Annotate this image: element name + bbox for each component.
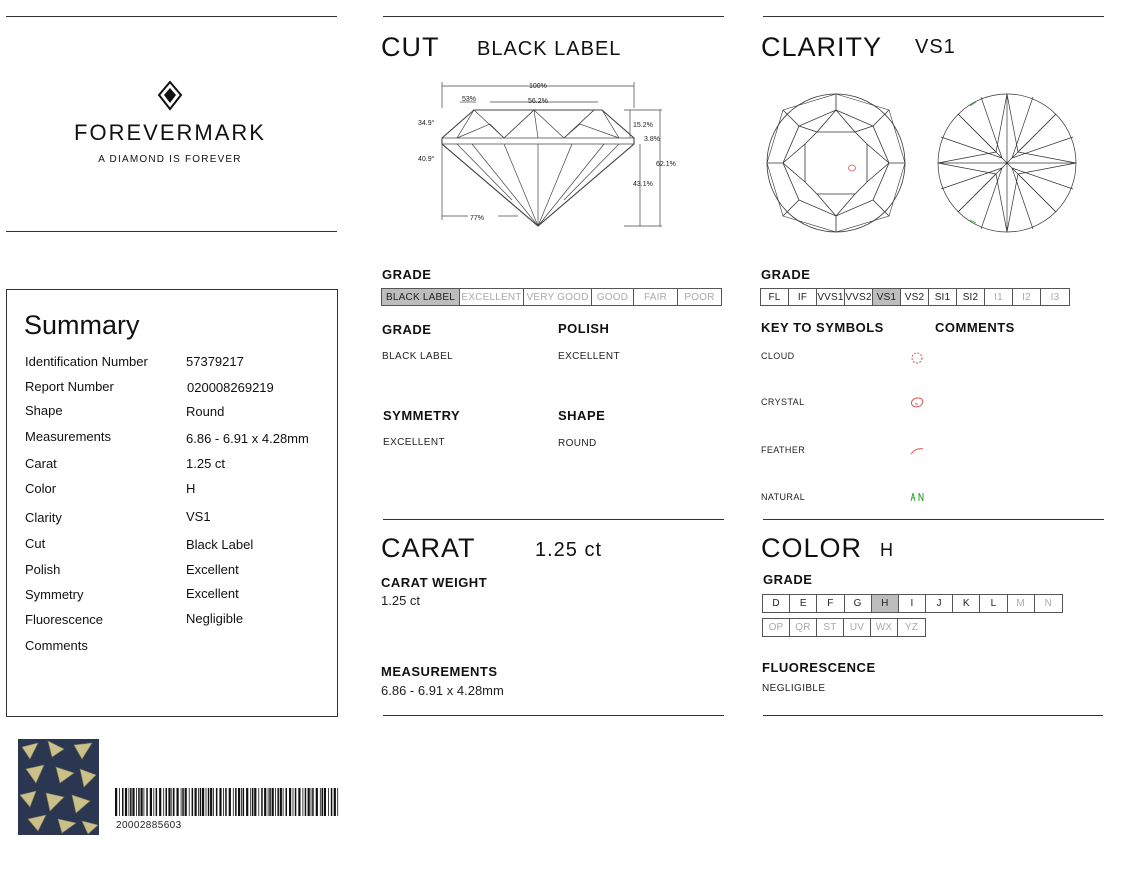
- barcode-bar: [334, 788, 336, 816]
- barcode-bar: [275, 788, 276, 816]
- clarity-scale-i3: I3: [1050, 291, 1060, 303]
- carat-value: 1.25 ct: [535, 539, 603, 561]
- forevermark-logo: [58, 78, 282, 168]
- polish-label: POLISH: [558, 321, 610, 336]
- clarity-scale-i1: I1: [985, 289, 1013, 305]
- clarity-scale-vs1: VS1: [873, 289, 901, 305]
- barcode-bar: [182, 788, 184, 816]
- barcode-bar: [208, 788, 210, 816]
- barcode-bar: [252, 788, 254, 816]
- barcode-bar: [233, 788, 234, 816]
- summary-label-shape: Shape: [25, 403, 63, 418]
- carat-weight-label: CARAT WEIGHT: [381, 575, 488, 590]
- cut-scale-very-good: VERY GOOD: [524, 289, 592, 305]
- clarity-scale-fl: FL: [761, 289, 789, 305]
- barcode-bar: [298, 788, 300, 816]
- divider-mid-cut: [383, 519, 724, 520]
- barcode-bar: [146, 788, 148, 816]
- color-grade-label: GRADE: [763, 572, 813, 587]
- summary-value-clarity: VS1: [186, 509, 211, 524]
- color-scale-l: L: [980, 595, 1007, 612]
- carat-weight-value: 1.25 ct: [381, 593, 421, 608]
- color-scale-qr: QR: [790, 619, 817, 636]
- barcode-bar: [268, 788, 269, 816]
- barcode-bar: [153, 788, 154, 816]
- natural-symbol-icon: [910, 492, 926, 502]
- color-scale-op: OP: [763, 619, 790, 636]
- barcode-bar: [168, 788, 170, 816]
- barcode-bar: [286, 788, 288, 816]
- barcode-bar: [136, 788, 137, 816]
- cut-scale-black-label: BLACK LABEL: [382, 289, 460, 305]
- barcode-bar: [243, 788, 245, 816]
- divider-top-left: [6, 16, 337, 17]
- clarity-title: CLARITY: [761, 32, 883, 62]
- cut-grade-scale: [381, 288, 722, 306]
- summary-label-fluorescence: Fluorescence: [25, 612, 104, 627]
- barcode-bar: [138, 788, 140, 816]
- barcode-bar: [141, 788, 143, 816]
- barcode-bar: [171, 788, 172, 816]
- barcode-bar: [269, 788, 271, 816]
- barcode-bar: [238, 788, 240, 816]
- barcode-bar: [308, 788, 310, 816]
- cut-scale-fair: FAIR: [634, 289, 678, 305]
- barcode-bar: [219, 788, 221, 816]
- summary-label-symmetry: Symmetry: [25, 587, 84, 602]
- summary-label-clarity: Clarity: [25, 510, 62, 525]
- summary-value-id: 57379217: [186, 354, 244, 369]
- barcode-number: 20002885603: [116, 820, 182, 831]
- clarity-scale-vs2: VS2: [901, 289, 929, 305]
- barcode-bar: [115, 788, 117, 816]
- symbol-feather-label: FEATHER: [761, 445, 806, 455]
- barcode-bar: [225, 788, 227, 816]
- color-scale-st: ST: [817, 619, 844, 636]
- barcode-bar: [320, 788, 321, 816]
- clarity-scale-vvs2: VVS2: [845, 289, 873, 305]
- cut-grade2-value: BLACK LABEL: [382, 351, 454, 362]
- summary-value-shape: Round: [186, 404, 225, 419]
- divider-top-cut: [383, 16, 724, 17]
- dim-total: 100%: [529, 83, 547, 90]
- barcode-bar: [293, 788, 294, 816]
- barcode-bar: [173, 788, 175, 816]
- logo-tagline: A DIAMOND IS FOREVER: [98, 154, 242, 165]
- summary-value-cut: Black Label: [186, 537, 254, 552]
- summary-title: Summary: [24, 310, 140, 340]
- barcode-bar: [289, 788, 291, 816]
- crystal-symbol-icon: [909, 396, 925, 410]
- barcode-bar: [185, 788, 187, 816]
- barcode-bar: [144, 788, 145, 816]
- dim-pavilion-depth: 43.1%: [633, 181, 653, 188]
- dim-pavilion-angle: 40.9°: [418, 156, 435, 163]
- barcode-bar: [316, 788, 318, 816]
- barcode-bar: [295, 788, 297, 816]
- divider-top-clarity: [763, 16, 1104, 17]
- barcode-bar: [324, 788, 326, 816]
- barcode-bar: [312, 788, 314, 816]
- color-scale-h: H: [872, 595, 899, 612]
- divider-bottom-color: [763, 715, 1103, 716]
- dim-crown-pct: 53%: [462, 96, 477, 103]
- cut-proportions-diagram: [412, 80, 682, 230]
- divider-bottom-carat: [383, 715, 724, 716]
- divider-mid-clarity: [763, 519, 1104, 520]
- color-grade-scale-primary: [762, 594, 1063, 613]
- carat-title: CARAT: [381, 533, 476, 563]
- barcode-bar: [210, 788, 212, 816]
- color-scale-wx: WX: [871, 619, 898, 636]
- barcode-bar: [216, 788, 218, 816]
- dim-depth: 62.1%: [656, 161, 676, 168]
- color-scale-j: J: [926, 595, 953, 612]
- clarity-grade-scale: [760, 288, 1070, 306]
- cut-title: CUT: [381, 32, 440, 62]
- dim-lower-half: 77%: [470, 215, 485, 222]
- diamond-photo: [18, 739, 99, 835]
- summary-value-color: H: [186, 481, 196, 496]
- cut-scale-good: GOOD: [592, 289, 634, 305]
- barcode-bar: [202, 788, 204, 816]
- barcode-bar: [122, 788, 124, 816]
- measurements-label: MEASUREMENTS: [381, 664, 498, 679]
- barcode-bar: [213, 788, 214, 816]
- barcode-bar: [264, 788, 266, 816]
- summary-label-measurements: Measurements: [25, 429, 111, 444]
- barcode-bar: [328, 788, 329, 816]
- dim-table: 56.2%: [528, 98, 548, 105]
- comments-label: COMMENTS: [935, 320, 1015, 335]
- color-scale-g: G: [845, 595, 872, 612]
- polish-value: EXCELLENT: [558, 351, 620, 362]
- cut-grade-label: GRADE: [382, 267, 432, 282]
- summary-label-carat: Carat: [25, 456, 57, 471]
- barcode-bar: [159, 788, 161, 816]
- clarity-scale-i2: I2: [1013, 289, 1041, 305]
- color-title: COLOR: [761, 533, 863, 563]
- barcode-bar: [132, 788, 134, 816]
- key-to-symbols-label: KEY TO SYMBOLS: [761, 320, 884, 335]
- barcode-bar: [119, 788, 120, 816]
- color-value: H: [880, 540, 894, 560]
- barcode-bar: [130, 788, 132, 816]
- clarity-scale-si2: SI2: [957, 289, 985, 305]
- diamond-pattern-icon: [18, 739, 99, 835]
- fluorescence-value: NEGLIGIBLE: [762, 683, 826, 694]
- cut-grade2-label: GRADE: [382, 322, 432, 337]
- barcode-bar: [303, 788, 304, 816]
- barcode-bar: [337, 788, 338, 816]
- barcode-bar: [192, 788, 194, 816]
- summary-label-comments: Comments: [25, 638, 88, 653]
- color-scale-uv: UV: [844, 619, 871, 636]
- barcode-bar: [166, 788, 168, 816]
- symbol-crystal-label: CRYSTAL: [761, 397, 805, 407]
- color-scale-yz: YZ: [904, 622, 919, 633]
- symmetry-value: EXCELLENT: [383, 437, 445, 448]
- barcode-bar: [331, 788, 333, 816]
- summary-label-color: Color: [25, 481, 57, 496]
- summary-label-id: Identification Number: [25, 354, 148, 369]
- summary-label-report: Report Number: [25, 379, 114, 394]
- summary-value-report: 020008269219: [187, 380, 274, 395]
- dim-crown-angle: 34.9°: [418, 120, 435, 127]
- color-scale-i: I: [899, 595, 926, 612]
- feather-symbol-icon: [909, 446, 925, 456]
- measurements-value: 6.86 - 6.91 x 4.28mm: [381, 683, 504, 698]
- barcode-bar: [311, 788, 312, 816]
- barcode-bar: [283, 788, 284, 816]
- barcode: [115, 788, 339, 816]
- barcode-bar: [246, 788, 248, 816]
- barcode-bar: [261, 788, 263, 816]
- color-scale-d: D: [763, 595, 790, 612]
- fluorescence-label: FLUORESCENCE: [762, 660, 876, 675]
- barcode-bar: [254, 788, 256, 816]
- barcode-bar: [277, 788, 279, 816]
- summary-label-polish: Polish: [25, 562, 61, 577]
- divider-logo-bottom: [6, 231, 337, 232]
- shape-value: ROUND: [558, 438, 597, 449]
- clarity-scale-if: IF: [789, 289, 817, 305]
- clarity-plot-pavilion-icon: [936, 92, 1078, 234]
- summary-label-cut: Cut: [25, 536, 46, 551]
- clarity-plot-crown-icon: [765, 92, 907, 234]
- barcode-bar: [241, 788, 242, 816]
- clarity-grade-label: GRADE: [761, 267, 811, 282]
- cut-scale-poor: POOR: [684, 291, 715, 303]
- barcode-bar: [163, 788, 164, 816]
- color-scale-e: E: [790, 595, 817, 612]
- summary-value-measurements: 6.86 - 6.91 x 4.28mm: [186, 431, 309, 446]
- summary-value-symmetry: Excellent: [186, 586, 239, 601]
- barcode-bar: [322, 788, 324, 816]
- barcode-bar: [177, 788, 179, 816]
- summary-value-carat: 1.25 ct: [186, 456, 226, 471]
- barcode-bar: [280, 788, 282, 816]
- symbol-cloud-label: CLOUD: [761, 351, 795, 361]
- cut-scale-excellent: EXCELLENT: [460, 289, 524, 305]
- barcode-bar: [156, 788, 158, 816]
- summary-value-fluorescence: Negligible: [186, 611, 244, 626]
- color-scale-n: N: [1044, 598, 1053, 609]
- barcode-bar: [250, 788, 251, 816]
- barcode-bar: [150, 788, 152, 816]
- barcode-bar: [189, 788, 190, 816]
- cloud-symbol-icon: [910, 351, 924, 365]
- barcode-bar: [272, 788, 274, 816]
- barcode-bar: [200, 788, 202, 816]
- clarity-value: VS1: [915, 36, 956, 58]
- dim-girdle: 3.8%: [644, 136, 660, 143]
- color-scale-m: M: [1008, 595, 1035, 612]
- barcode-bar: [198, 788, 199, 816]
- summary-panel: [6, 289, 338, 717]
- barcode-bar: [195, 788, 197, 816]
- shape-label: SHAPE: [558, 408, 606, 423]
- barcode-bar: [206, 788, 207, 816]
- barcode-bar: [129, 788, 130, 816]
- color-scale-k: K: [953, 595, 980, 612]
- barcode-bar: [181, 788, 182, 816]
- clarity-scale-si1: SI1: [929, 289, 957, 305]
- cut-value: BLACK LABEL: [477, 38, 622, 60]
- logo-brand: FOREVERMARK: [74, 120, 266, 145]
- clarity-scale-vvs1: VVS1: [817, 289, 845, 305]
- symmetry-label: SYMMETRY: [383, 408, 461, 423]
- diamond-logo-icon: [157, 81, 183, 111]
- color-scale-f: F: [817, 595, 844, 612]
- barcode-bar: [235, 788, 237, 816]
- dim-crown-height: 15.2%: [633, 122, 653, 129]
- symbol-natural-label: NATURAL: [761, 492, 806, 502]
- barcode-bar: [229, 788, 231, 816]
- summary-value-polish: Excellent: [186, 562, 239, 577]
- color-grade-scale-secondary: [762, 618, 926, 637]
- barcode-bar: [125, 788, 127, 816]
- barcode-bar: [223, 788, 224, 816]
- barcode-bar: [305, 788, 307, 816]
- barcode-bar: [258, 788, 259, 816]
